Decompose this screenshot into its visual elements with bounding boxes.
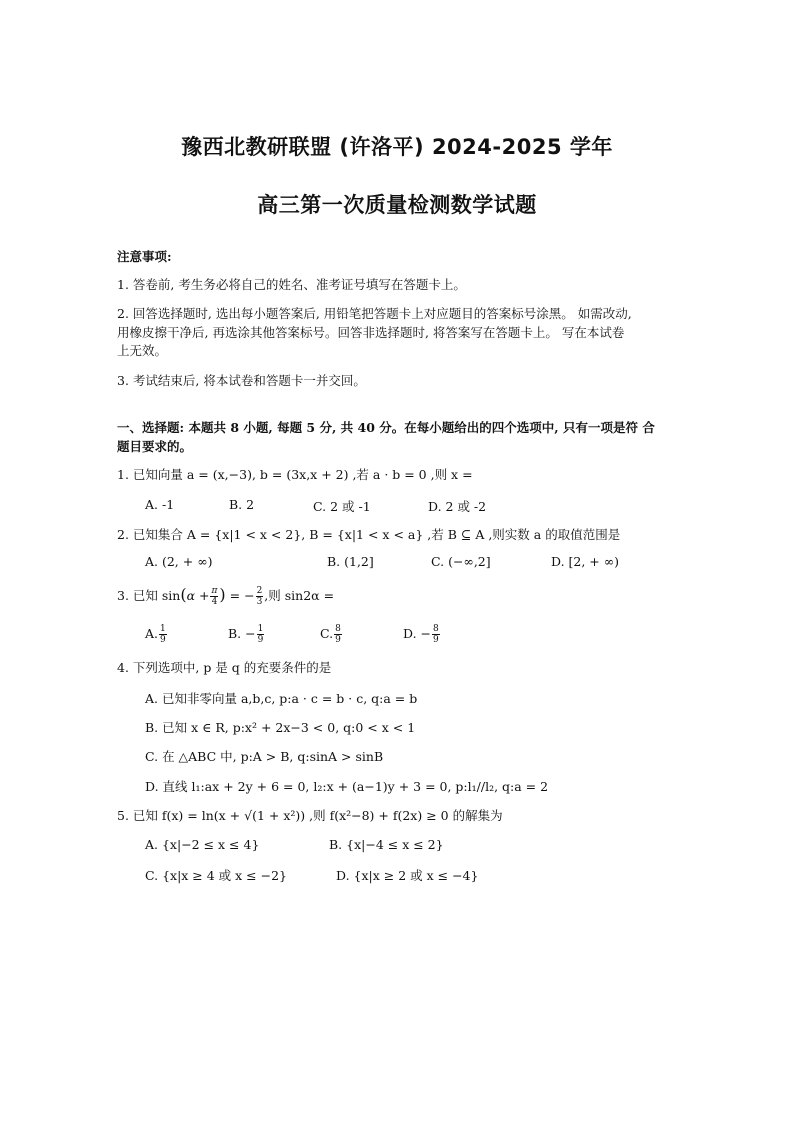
- question-3-option-c: C. $\frac{8}{9}$: [320, 624, 341, 645]
- question-4-option-c: C. 在 △ABC 中, p:A > B, q:sinA > sinB: [145, 749, 384, 764]
- question-3-stem: 3. 已知 sin(α + $\frac{\pi}{4}$ ) = − $\frac{2}{3}$ ,则 sin2α =: [117, 585, 335, 607]
- question-2-option-c: C. (−∞,2]: [431, 554, 491, 569]
- question-3-alpha: α +: [186, 588, 210, 603]
- question-4-option-b: B. 已知 x ∈ R, p:x² + 2x−3 < 0, q:0 < x < 1: [145, 720, 416, 735]
- question-4-option-a: A. 已知非零向量 a,b,c, p:a · c = b · c, q:a = b: [145, 691, 418, 706]
- notes-item-2-line1: 2. 回答选择题时, 选出每小题答案后, 用铅笔把答题卡上对应题目的答案标号涂黑。 如需改动,: [117, 306, 632, 321]
- question-3-pi-over-4: $\frac{\pi}{4}$: [211, 586, 218, 607]
- question-1-stem: 1. 已知向量 a = (x,−3), b = (3x,x + 2) ,若 a · b = 0 ,则 x =: [117, 467, 473, 482]
- question-2-stem: 2. 已知集合 A = {x|1 < x < 2}, B = {x|1 < x < a} ,若 B ⊆ A ,则实数 a 的取值范围是: [117, 527, 621, 542]
- question-4-stem: 4. 下列选项中, p 是 q 的充要条件的是: [117, 660, 332, 675]
- question-4-option-d: D. 直线 l₁:ax + 2y + 6 = 0, l₂:x + (a−1)y + 3 = 0, p:l₁//l₂, q:a = 2: [145, 779, 549, 794]
- notes-item-2-line3: 上无效。: [117, 343, 168, 358]
- question-5-stem: 5. 已知 f(x) = ln(x + √(1 + x²)) ,则 f(x²−8) + f(2x) ≥ 0 的解集为: [117, 808, 503, 823]
- exam-title-line1: 豫西北教研联盟 (许洛平) 2024-2025 学年: [181, 135, 613, 159]
- question-5-option-b: B. {x|−4 ≤ x ≤ 2}: [329, 837, 444, 852]
- question-3-option-b: B. − $\frac{1}{9}$: [228, 624, 264, 645]
- question-1-option-a: A. -1: [145, 497, 175, 512]
- question-1-option-d: D. 2 或 -2: [428, 499, 487, 514]
- section1-heading-line1: 一、选择题: 本题共 8 小题, 每题 5 分, 共 40 分。在每小题给出的四个选项中, 只有一项是符 合: [117, 420, 655, 435]
- question-1-option-c: C. 2 或 -1: [313, 499, 371, 514]
- notes-heading: 注意事项:: [117, 249, 172, 264]
- question-2-option-d: D. [2, + ∞): [551, 554, 620, 569]
- question-3-option-a: A. $\frac{1}{9}$: [145, 624, 166, 645]
- question-5-option-c: C. {x|x ≥ 4 或 x ≤ −2}: [145, 868, 287, 883]
- question-3-suffix: ,则 sin2α =: [264, 588, 335, 603]
- question-3-option-d: D. − $\frac{8}{9}$: [403, 624, 439, 645]
- notes-item-3: 3. 考试结束后, 将本试卷和答题卡一并交回。: [117, 373, 366, 388]
- question-5-option-d: D. {x|x ≥ 2 或 x ≤ −4}: [336, 868, 479, 883]
- notes-item-2-line2: 用橡皮擦干净后, 再选涂其他答案标号。回答非选择题时, 将答案写在答题卡上。 写在本试卷: [117, 325, 625, 340]
- question-2-option-b: B. (1,2]: [327, 554, 374, 569]
- section1-heading-line2: 题目要求的。: [117, 439, 193, 454]
- exam-title-line2: 高三第一次质量检测数学试题: [257, 193, 537, 217]
- question-2-option-a: A. (2, + ∞): [145, 554, 213, 569]
- question-3-prefix: 3. 已知 sin: [117, 588, 181, 603]
- question-5-option-a: A. {x|−2 ≤ x ≤ 4}: [145, 837, 260, 852]
- notes-item-1: 1. 答卷前, 考生务必将自己的姓名、准考证号填写在答题卡上。: [117, 277, 466, 292]
- question-3-eq: = −: [229, 588, 255, 603]
- question-3-two-thirds: $\frac{2}{3}$: [256, 586, 263, 607]
- question-1-option-b: B. 2: [229, 497, 255, 512]
